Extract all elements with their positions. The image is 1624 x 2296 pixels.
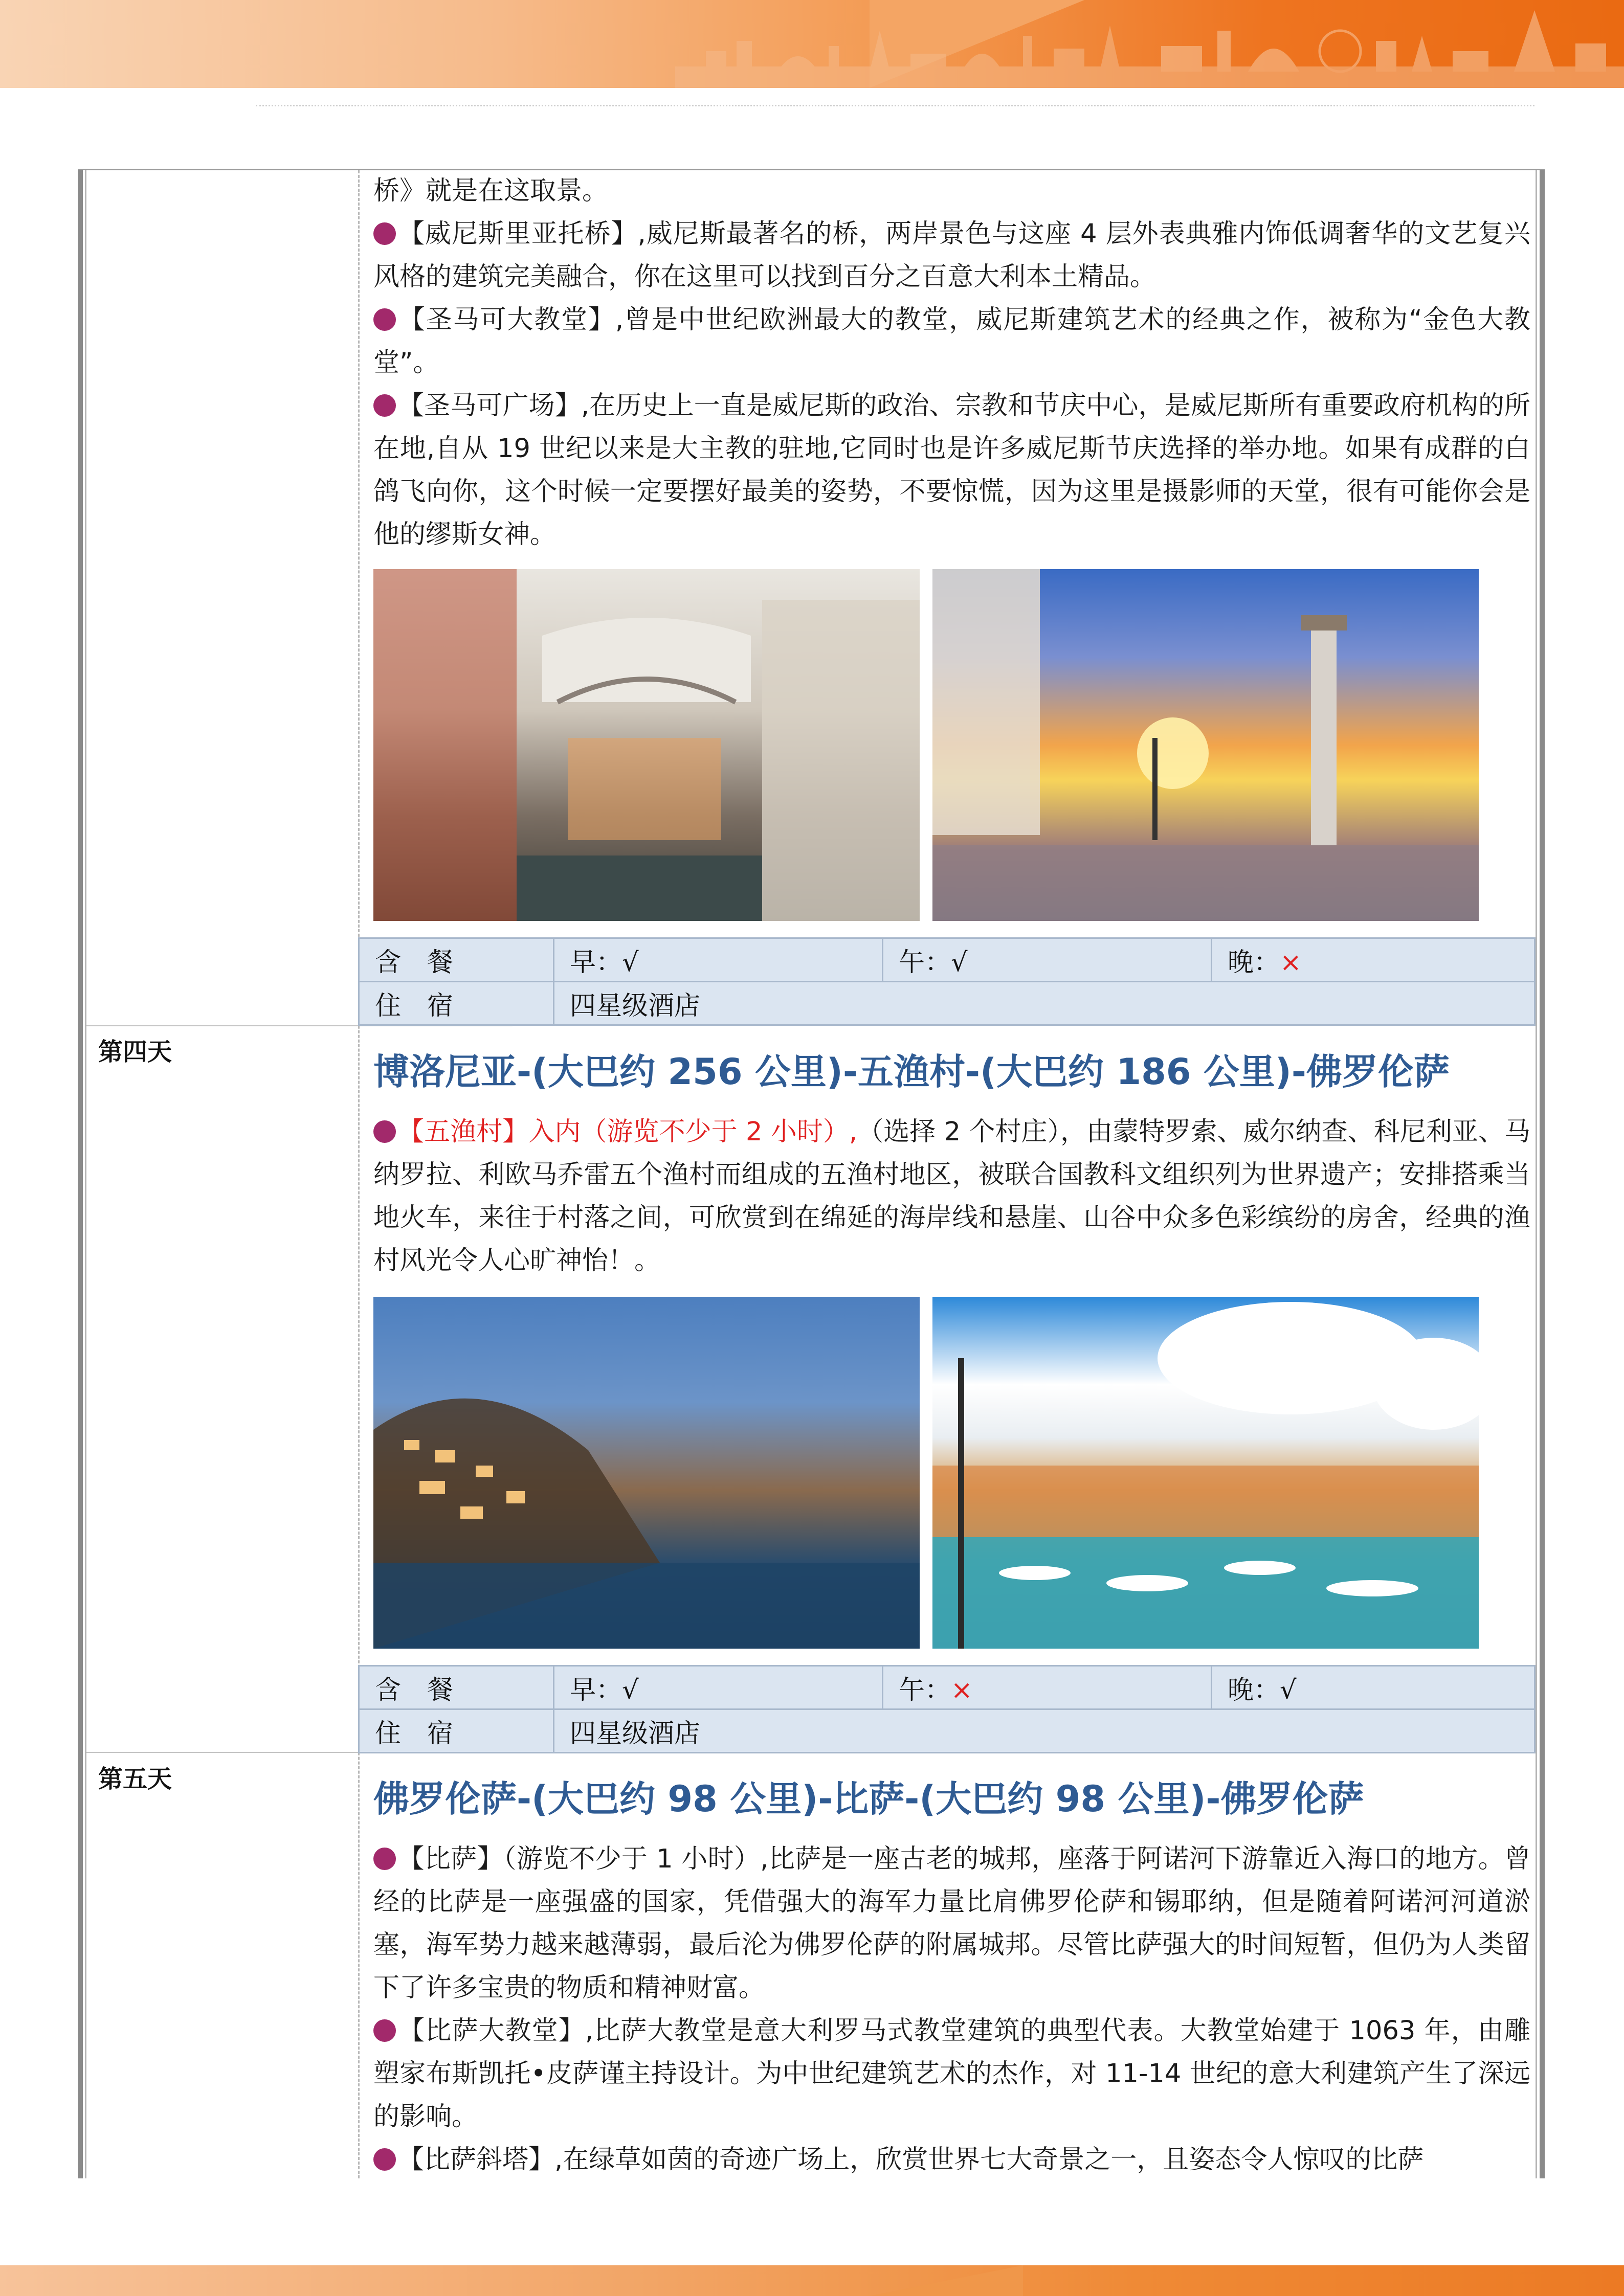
paragraph-st-mark-square: 【圣马可广场】,在历史上一直是威尼斯的政治、宗教和节庆中心，是威尼斯所有重要政府机构的所在地,自从 19 世纪以来是大主教的驻地,它同时也是许多威尼斯节庆选择的举办地。如果有成群的白鸽飞向你，这个时候一定要摆好最美的姿势，不要惊慌，因为这里是摄影师的天堂，很有可能你会是他的缪斯女神。 [373, 391, 1530, 550]
dinner-cell: 晚：√ [1212, 1666, 1535, 1709]
bullet-icon [373, 222, 396, 245]
bullet-icon [373, 394, 396, 417]
bridge-illustration [373, 569, 920, 921]
hotel-value: 四星级酒店 [554, 1709, 1535, 1753]
breakfast-cell: 早：√ [554, 1666, 883, 1709]
hotel-value: 四星级酒店 [554, 982, 1535, 1025]
day4-label: 第四天 [98, 1038, 172, 1066]
paragraph-pisa: 【比萨】（游览不少于 1 小时）,比萨是一座古老的城邦，座落于阿诺河下游靠近入海口的地方。曾经的比萨是一座强盛的国家，凭借强大的海军力量比肩佛罗伦萨和锡耶纳，但是随着阿诺河河道淤塞，海军势力越来越薄弱，最后沦为佛罗伦萨的附属城邦。尽管比萨强大的时间短暂，但仍为人类留下了许多宝贵的物质和精神财富。 [373, 1844, 1530, 2003]
header-dotted-line [256, 105, 1534, 106]
hotel-row [359, 1709, 1535, 1753]
column-divider [358, 170, 360, 2178]
harbor-illustration [932, 1297, 1479, 1649]
paragraph-st-mark-basilica: 【圣马可大教堂】,曾是中世纪欧洲最大的教堂，威尼斯建筑艺术的经典之作，被称为“金色大教堂”。 [373, 305, 1530, 378]
highlight-text: 【五渔村】入内（游览不少于 2 小时）, [398, 1117, 858, 1147]
cross-icon: × [1280, 948, 1302, 978]
hotel-label: 住 宿 [359, 982, 554, 1025]
dinner-cell: 晚：× [1212, 938, 1535, 982]
paragraph-rialto: 【威尼斯里亚托桥】,威尼斯最著名的桥，两岸景色与这座 4 层外表典雅内饰低调奢华的文艺复兴风格的建筑完美融合，你在这里可以找到百分之百意大利本土精品。 [373, 219, 1530, 292]
day4-route-title: 博洛尼亚-(大巴约 256 公里)-五渔村-(大巴约 186 公里)-佛罗伦萨 [373, 1051, 1450, 1093]
day3-continued-text [373, 170, 1530, 556]
paragraph-cinque-terre: 【五渔村】入内（游览不少于 2 小时）,（选择 2 个村庄），由蒙特罗索、威尔纳查、科尼利亚、马纳罗拉、利欧马乔雷五个渔村而组成的五渔村地区，被联合国教科文组织列为世界遗产；安排搭乘当地火车，来往于村落之间，可欣赏到在绵延的海岸线和悬崖、山谷中众多色彩缤纷的房舍，经典的渔村风光令人心旷神怡！。 [373, 1117, 1530, 1276]
village-illustration [373, 1297, 920, 1649]
breakfast-cell: 早：√ [554, 938, 883, 982]
day5-text [373, 1838, 1530, 2181]
table-border-left [78, 169, 83, 2178]
day5-label: 第五天 [98, 1765, 172, 1793]
bullet-icon [373, 308, 396, 331]
meal-row [359, 1666, 1535, 1709]
table-border-right-inner [1536, 169, 1537, 2178]
day4-text [373, 1111, 1530, 1282]
cross-icon: × [951, 1675, 973, 1705]
header-band [0, 0, 1624, 88]
paragraph-pisa-cathedral: 【比萨大教堂】,比萨大教堂是意大利罗马式教堂建筑的典型代表。大教堂始建于 1063 年，由雕塑家布斯凯托•皮萨谨主持设计。为中世纪建筑艺术的杰作，对 11-14 世纪的意大利建筑产生了深远的影响。 [373, 2016, 1530, 2132]
footer-band [0, 2265, 1624, 2296]
photo-st-mark-square [932, 569, 1479, 921]
bullet-icon [373, 2019, 396, 2042]
meal-row [359, 938, 1535, 982]
meal-label: 含 餐 [359, 1666, 554, 1709]
table-border-left-inner [85, 169, 86, 2178]
meal-label: 含 餐 [359, 938, 554, 982]
square-illustration [932, 569, 1479, 921]
footer-accent [870, 2265, 1023, 2296]
city-skyline-decoration [675, 10, 1624, 88]
photo-lerici-harbor [932, 1297, 1479, 1649]
lunch-cell: 午：× [883, 1666, 1212, 1709]
photo-manarola-night [373, 1297, 920, 1649]
bullet-icon [373, 1120, 396, 1143]
day5-route-title: 佛罗伦萨-(大巴约 98 公里)-比萨-(大巴约 98 公里)-佛罗伦萨 [373, 1778, 1364, 1820]
paragraph: 桥》就是在这取景。 [373, 176, 609, 206]
photo-bridge-of-sighs [373, 569, 920, 921]
day3-meal-table [358, 937, 1536, 1026]
hotel-label: 住 宿 [359, 1709, 554, 1753]
day4-meal-table [358, 1665, 1536, 1753]
lunch-cell: 午：√ [883, 938, 1212, 982]
table-border-right [1540, 169, 1545, 2178]
paragraph-leaning-tower: 【比萨斜塔】,在绿草如茵的奇迹广场上，欣赏世界七大奇景之一，且姿态令人惊叹的比萨 [373, 2139, 1530, 2181]
bullet-icon [373, 2148, 396, 2171]
bullet-icon [373, 1848, 396, 1870]
hotel-row [359, 982, 1535, 1025]
